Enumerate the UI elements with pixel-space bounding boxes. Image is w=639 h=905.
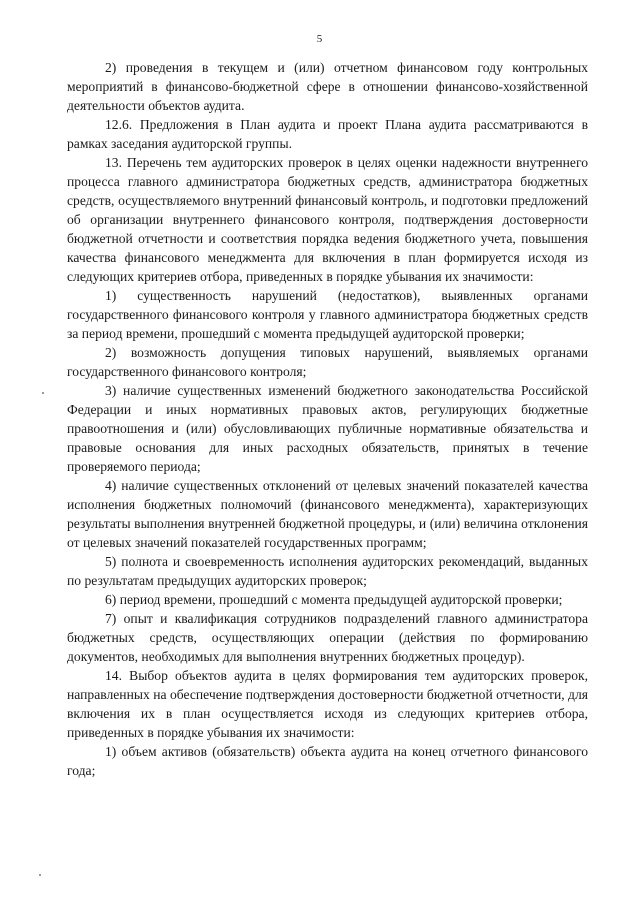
criterion-13-2: 2) возможность допущения типовых нарушений, выявляемых органами государственного финансового контроля; — [67, 345, 588, 379]
criterion-13-1: 1) существенность нарушений (недостатков), выявленных органами государственного финансового контроля у главного администратора бюджетных средств за период времени, прошедший с момента предыдущей аудиторской проверки; — [67, 288, 588, 341]
criterion-13-5: 5) полнота и своевременность исполнения аудиторских рекомендаций, выданных по результатам предыдущих аудиторских проверок; — [67, 554, 588, 588]
scan-speck — [42, 392, 44, 394]
criterion-13-6: 6) период времени, прошедший с момента предыдущей аудиторской проверки; — [105, 592, 563, 607]
criterion-13-3: 3) наличие существенных изменений бюджетного законодательства Российской Федерации и иных нормативных правовых актов, регулирующих бюджетные правоотношения и (или) обусловливающих публичные нормативные обязательства и правовые основания для иных расходных обязательств, принятых в течение проверяемого периода; — [67, 383, 588, 474]
page-number: 5 — [316, 33, 323, 45]
criterion-13-4: 4) наличие существенных отклонений от целевых значений показателей качества исполнения бюджетных полномочий (финансового менеджмента), характеризующих результаты выполнения внутренней бюджетной процедуры, и (или) величина отклонения от целевых значений показателей государственных программ; — [67, 478, 588, 550]
paragraph-12-6: 12.6. Предложения в План аудита и проект Плана аудита рассматриваются в рамках заседания аудиторской группы. — [67, 117, 588, 151]
paragraph-13: 13. Перечень тем аудиторских проверок в целях оценки надежности внутреннего процесса главного администратора бюджетных средств, администратора бюджетных средств, осуществляемого внутренний финансовый контроль, и подготовки предложений об организации внутреннего финансового контроля, подтверждения достоверности бюджетной отчетности и соответствия порядка ведения бюджетного учета, повышения качества финансового менеджмента для включения в план формируется исходя из следующих критериев отбора, приведенных в порядке убывания их значимости: — [67, 155, 588, 284]
criterion-13-7: 7) опыт и квалификация сотрудников подразделений главного администратора бюджетных средств, осуществляющих операции (действия по формированию документов, необходимых для выполнения внутренних бюджетных процедур). — [67, 611, 588, 664]
document-body — [67, 58, 588, 780]
criterion-14-1: 1) объем активов (обязательств) объекта аудита на конец отчетного финансового года; — [67, 744, 588, 778]
scan-speck — [39, 874, 41, 876]
paragraph-item-2-clause-12-5: 2) проведения в текущем и (или) отчетном финансовом году контрольных мероприятий в финансово-бюджетной сфере в отношении финансово-хозяйственной деятельности объектов аудита. — [67, 60, 588, 113]
paragraph-14: 14. Выбор объектов аудита в целях формирования тем аудиторских проверок, направленных на обеспечение подтверждения достоверности бюджетной отчетности, для включения их в план осуществляется исходя из следующих критериев отбора, приведенных в порядке убывания их значимости: — [67, 668, 588, 740]
